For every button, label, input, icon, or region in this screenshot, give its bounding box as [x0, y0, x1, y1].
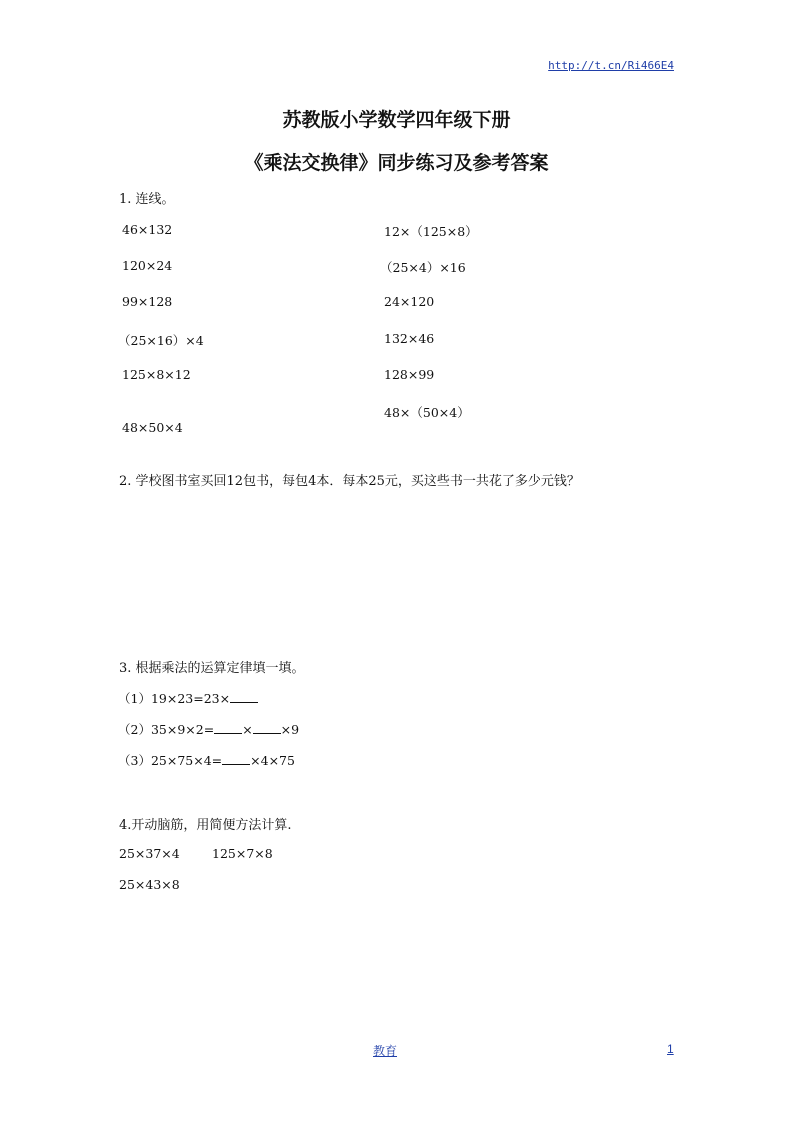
q3-item-text: （2）35×9×2= — [118, 722, 215, 737]
q3-item-3 — [118, 751, 295, 769]
q4-expression: 25×43×8 — [119, 877, 180, 892]
answer-blank[interactable] — [230, 691, 258, 703]
q3-item-text: × — [242, 722, 253, 737]
title-line-2: 《乘法交换律》同步练习及参考答案 — [244, 152, 549, 174]
q3-item-text: （1）19×23=23× — [118, 691, 231, 706]
q1-left-item: 99×128 — [122, 294, 173, 309]
q3-label: 3. 根据乘法的运算定律填一填。 — [119, 661, 305, 676]
q1-left-item: 125×8×12 — [122, 367, 191, 382]
q3-item-text: （3）25×75×4= — [118, 753, 223, 768]
q3-item-text: ×9 — [280, 722, 300, 737]
page-number[interactable]: 1 — [667, 1042, 674, 1056]
q1-label: 1. 连线。 — [119, 192, 175, 207]
q4-expression: 25×37×4 — [119, 846, 180, 861]
q1-right-item: 12×（125×8） — [384, 224, 478, 239]
q1-right-item: （25×4）×16 — [380, 260, 466, 275]
q2-label: 2. 学校图书室买回12包书，每包4本．每本25元，买这些书一共花了多少元钱？ — [119, 474, 580, 489]
q1-right-item: 24×120 — [384, 294, 435, 309]
footer-link[interactable]: 教育 — [373, 1044, 398, 1058]
q3-item-text: ×4×75 — [250, 753, 295, 768]
title-line-1: 苏教版小学数学四年级下册 — [282, 109, 511, 131]
q1-right-item: 128×99 — [384, 367, 435, 382]
answer-blank[interactable] — [214, 722, 242, 734]
q1-right-item: 48×（50×4） — [384, 405, 470, 420]
q4-label: 4.开动脑筋，用简便方法计算. — [119, 818, 292, 833]
q1-right-item: 132×46 — [384, 331, 435, 346]
q1-left-item: 120×24 — [122, 258, 173, 273]
answer-blank[interactable] — [222, 753, 250, 765]
q4-expression: 125×7×8 — [212, 846, 273, 861]
q1-left-item: 48×50×4 — [122, 420, 183, 435]
q1-left-item: 46×132 — [122, 222, 173, 237]
q3-item-2 — [118, 720, 299, 738]
q1-left-item: （25×16）×4 — [118, 333, 204, 348]
header-url-link[interactable]: http://t.cn/Ri466E4 — [548, 59, 674, 72]
answer-blank[interactable] — [253, 722, 281, 734]
q3-item-1 — [118, 689, 258, 707]
